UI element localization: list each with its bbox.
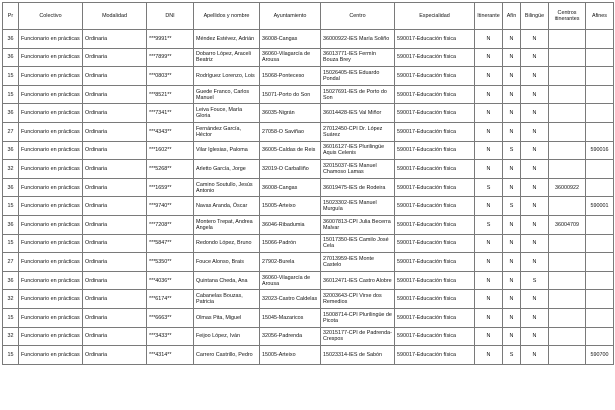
- cell-ayuntamiento: 36035-Nigrán: [260, 104, 321, 123]
- cell-centro: 15023314-IES de Sabón: [321, 346, 395, 365]
- cell-itinerante: N: [475, 290, 503, 309]
- cell-dni: ***7341**: [147, 104, 194, 123]
- col-header-centros-itinerantes: Centros itinerantes: [549, 3, 586, 30]
- cell-dni: ***0803**: [147, 67, 194, 86]
- cell-bilingue: N: [521, 346, 549, 365]
- cell-pr: 36: [3, 178, 19, 197]
- cell-modalidad: Ordinaria: [83, 85, 147, 104]
- cell-modalidad: Ordinaria: [83, 253, 147, 272]
- cell-afines: [586, 48, 614, 67]
- cell-itinerante: N: [475, 308, 503, 327]
- cell-afin: N: [503, 234, 521, 253]
- cell-dni: ***7899**: [147, 48, 194, 67]
- cell-especialidad: 590017-Educación física: [395, 160, 475, 179]
- cell-modalidad: Ordinaria: [83, 67, 147, 86]
- cell-modalidad: Ordinaria: [83, 346, 147, 365]
- cell-centro: 15008714-CPI Plurilingüe de Picota: [321, 308, 395, 327]
- cell-itinerante: N: [475, 30, 503, 49]
- cell-itinerante: N: [475, 271, 503, 290]
- cell-apellidos-nombre: Carrero Castrillo, Pedro: [194, 346, 260, 365]
- cell-afin: S: [503, 141, 521, 160]
- cell-centro: 36014428-IES Val Miñor: [321, 104, 395, 123]
- cell-apellidos-nombre: Feijoo López, Iván: [194, 327, 260, 346]
- cell-centros-itinerantes: [549, 48, 586, 67]
- cell-apellidos-nombre: Dobarro López, Araceli Beatriz: [194, 48, 260, 67]
- cell-bilingue: N: [521, 30, 549, 49]
- cell-pr: 15: [3, 67, 19, 86]
- cell-pr: 15: [3, 346, 19, 365]
- cell-afines: 590016: [586, 141, 614, 160]
- cell-pr: 36: [3, 271, 19, 290]
- cell-colectivo: Funcionario en prácticas: [19, 85, 83, 104]
- cell-afines: [586, 85, 614, 104]
- cell-pr: 27: [3, 122, 19, 141]
- col-header-pr: Pr: [3, 3, 19, 30]
- table-row: [3, 104, 614, 123]
- table-row: [3, 308, 614, 327]
- cell-bilingue: N: [521, 48, 549, 67]
- cell-ayuntamiento: 15071-Porto do Son: [260, 85, 321, 104]
- cell-pr: 32: [3, 160, 19, 179]
- cell-dni: ***7208**: [147, 215, 194, 234]
- cell-especialidad: 590017-Educación física: [395, 253, 475, 272]
- cell-itinerante: N: [475, 234, 503, 253]
- cell-modalidad: Ordinaria: [83, 48, 147, 67]
- cell-bilingue: N: [521, 122, 549, 141]
- cell-apellidos-nombre: Rodríguez Lorenzo, Lois: [194, 67, 260, 86]
- cell-colectivo: Funcionario en prácticas: [19, 160, 83, 179]
- cell-modalidad: Ordinaria: [83, 30, 147, 49]
- cell-centros-itinerantes: [549, 308, 586, 327]
- cell-apellidos-nombre: Olmas Pita, Miguel: [194, 308, 260, 327]
- cell-apellidos-nombre: Camino Soutullo, Jesús Antonio: [194, 178, 260, 197]
- cell-especialidad: 590017-Educación física: [395, 48, 475, 67]
- cell-dni: ***4036**: [147, 271, 194, 290]
- col-header-colectivo: Colectivo: [19, 3, 83, 30]
- cell-centros-itinerantes: [549, 67, 586, 86]
- cell-afines: [586, 271, 614, 290]
- col-header-afines: Afines: [586, 3, 614, 30]
- cell-bilingue: N: [521, 141, 549, 160]
- cell-apellidos-nombre: Quintana Cheda, Ana: [194, 271, 260, 290]
- col-header-modalidad: Modalidad: [83, 3, 147, 30]
- cell-afin: N: [503, 308, 521, 327]
- table-row: [3, 346, 614, 365]
- cell-dni: ***9740**: [147, 197, 194, 216]
- cell-itinerante: N: [475, 104, 503, 123]
- table-row: [3, 160, 614, 179]
- cell-centro: 36013771-IES Fermín Bouza Brey: [321, 48, 395, 67]
- cell-afin: N: [503, 67, 521, 86]
- cell-afin: N: [503, 253, 521, 272]
- cell-colectivo: Funcionario en prácticas: [19, 290, 83, 309]
- assignments-table: [2, 2, 614, 365]
- cell-bilingue: N: [521, 85, 549, 104]
- table-row: [3, 197, 614, 216]
- cell-centros-itinerantes: [549, 85, 586, 104]
- cell-bilingue: N: [521, 253, 549, 272]
- cell-centro: 15017350-IES Camilo José Cela: [321, 234, 395, 253]
- cell-colectivo: Funcionario en prácticas: [19, 30, 83, 49]
- cell-bilingue: N: [521, 67, 549, 86]
- cell-itinerante: S: [475, 178, 503, 197]
- cell-centros-itinerantes: [549, 122, 586, 141]
- cell-ayuntamiento: 32023-Castro Caldelas: [260, 290, 321, 309]
- document-table-container: [2, 2, 614, 365]
- cell-colectivo: Funcionario en prácticas: [19, 141, 83, 160]
- cell-bilingue: N: [521, 178, 549, 197]
- cell-ayuntamiento: 27058-O Saviñao: [260, 122, 321, 141]
- cell-apellidos-nombre: Redondo López, Bruno: [194, 234, 260, 253]
- cell-centro: 32003643-CPI Virxe dos Remedios: [321, 290, 395, 309]
- cell-centros-itinerantes: [549, 30, 586, 49]
- cell-especialidad: 590017-Educación física: [395, 290, 475, 309]
- cell-centros-itinerantes: [549, 197, 586, 216]
- cell-dni: ***6663**: [147, 308, 194, 327]
- cell-modalidad: Ordinaria: [83, 234, 147, 253]
- cell-centros-itinerantes: [549, 160, 586, 179]
- cell-especialidad: 590017-Educación física: [395, 122, 475, 141]
- table-row: [3, 85, 614, 104]
- cell-afin: N: [503, 30, 521, 49]
- table-row: [3, 271, 614, 290]
- cell-apellidos-nombre: Arletto García, Jorge: [194, 160, 260, 179]
- cell-centro: 36012471-IES Castro Alobre: [321, 271, 395, 290]
- cell-afines: [586, 234, 614, 253]
- cell-colectivo: Funcionario en prácticas: [19, 234, 83, 253]
- cell-centro: 36007813-CPI Julia Becerra Malvar: [321, 215, 395, 234]
- cell-ayuntamiento: 27902-Burela: [260, 253, 321, 272]
- cell-modalidad: Ordinaria: [83, 178, 147, 197]
- cell-modalidad: Ordinaria: [83, 160, 147, 179]
- cell-bilingue: N: [521, 290, 549, 309]
- table-row: [3, 253, 614, 272]
- cell-afines: [586, 290, 614, 309]
- cell-itinerante: N: [475, 346, 503, 365]
- cell-ayuntamiento: 15045-Mazaricos: [260, 308, 321, 327]
- cell-centro: 15026405-IES Eduardo Pondal: [321, 67, 395, 86]
- cell-modalidad: Ordinaria: [83, 308, 147, 327]
- cell-colectivo: Funcionario en prácticas: [19, 346, 83, 365]
- col-header-apellidos-nombre: Apellidos y nombre: [194, 3, 260, 30]
- cell-ayuntamiento: 15068-Ponteceso: [260, 67, 321, 86]
- cell-modalidad: Ordinaria: [83, 141, 147, 160]
- cell-afines: 590700: [586, 346, 614, 365]
- cell-especialidad: 590017-Educación física: [395, 178, 475, 197]
- cell-especialidad: 590017-Educación física: [395, 308, 475, 327]
- cell-colectivo: Funcionario en prácticas: [19, 327, 83, 346]
- cell-pr: 15: [3, 234, 19, 253]
- cell-itinerante: N: [475, 253, 503, 272]
- cell-dni: ***5350**: [147, 253, 194, 272]
- cell-centros-itinerantes: [549, 271, 586, 290]
- cell-itinerante: N: [475, 67, 503, 86]
- cell-modalidad: Ordinaria: [83, 327, 147, 346]
- cell-centro: 15023302-IES Manuel Murguía: [321, 197, 395, 216]
- col-header-afin: Afín: [503, 3, 521, 30]
- table-row: [3, 48, 614, 67]
- cell-centro: 27013959-IES Monte Castelo: [321, 253, 395, 272]
- table-row: [3, 290, 614, 309]
- table-row: [3, 30, 614, 49]
- cell-itinerante: N: [475, 122, 503, 141]
- cell-colectivo: Funcionario en prácticas: [19, 104, 83, 123]
- cell-modalidad: Ordinaria: [83, 197, 147, 216]
- cell-especialidad: 590017-Educación física: [395, 67, 475, 86]
- cell-centros-itinerantes: [549, 290, 586, 309]
- col-header-especialidad: Especialidad: [395, 3, 475, 30]
- cell-dni: ***6174**: [147, 290, 194, 309]
- cell-pr: 36: [3, 141, 19, 160]
- cell-afines: [586, 215, 614, 234]
- cell-ayuntamiento: 32019-O Carballiño: [260, 160, 321, 179]
- col-header-bilingue: Bilingüe: [521, 3, 549, 30]
- cell-ayuntamiento: 15066-Padrón: [260, 234, 321, 253]
- cell-dni: ***3433**: [147, 327, 194, 346]
- cell-centros-itinerantes: [549, 234, 586, 253]
- cell-itinerante: N: [475, 85, 503, 104]
- table-row: [3, 67, 614, 86]
- cell-centro: 36000922-IES María Soliño: [321, 30, 395, 49]
- cell-afines: [586, 30, 614, 49]
- col-header-dni: DNI: [147, 3, 194, 30]
- cell-afines: [586, 253, 614, 272]
- cell-pr: 36: [3, 30, 19, 49]
- cell-bilingue: N: [521, 160, 549, 179]
- cell-bilingue: N: [521, 215, 549, 234]
- cell-pr: 32: [3, 290, 19, 309]
- cell-centro: 32015037-IES Manuel Chamoso Lamas: [321, 160, 395, 179]
- cell-afines: [586, 308, 614, 327]
- cell-bilingue: N: [521, 327, 549, 346]
- cell-especialidad: 590017-Educación física: [395, 346, 475, 365]
- cell-ayuntamiento: 36060-Vilagarcía de Arousa: [260, 48, 321, 67]
- cell-modalidad: Ordinaria: [83, 271, 147, 290]
- cell-bilingue: S: [521, 271, 549, 290]
- cell-dni: ***4314**: [147, 346, 194, 365]
- cell-ayuntamiento: 15005-Arteixo: [260, 197, 321, 216]
- cell-centros-itinerantes: [549, 141, 586, 160]
- table-body: [3, 30, 614, 365]
- cell-ayuntamiento: 36005-Caldas de Reis: [260, 141, 321, 160]
- cell-colectivo: Funcionario en prácticas: [19, 48, 83, 67]
- table-header-row: [3, 3, 614, 30]
- cell-especialidad: 590017-Educación física: [395, 197, 475, 216]
- cell-centros-itinerantes: [549, 253, 586, 272]
- cell-itinerante: S: [475, 215, 503, 234]
- cell-colectivo: Funcionario en prácticas: [19, 271, 83, 290]
- cell-modalidad: Ordinaria: [83, 215, 147, 234]
- cell-apellidos-nombre: Guede Franco, Carlos Manuel: [194, 85, 260, 104]
- cell-afines: [586, 327, 614, 346]
- cell-especialidad: 590017-Educación física: [395, 141, 475, 160]
- cell-dni: ***9991**: [147, 30, 194, 49]
- cell-ayuntamiento: 15005-Arteixo: [260, 346, 321, 365]
- cell-dni: ***4343**: [147, 122, 194, 141]
- cell-afin: N: [503, 178, 521, 197]
- cell-especialidad: 590017-Educación física: [395, 215, 475, 234]
- cell-afines: [586, 122, 614, 141]
- cell-colectivo: Funcionario en prácticas: [19, 67, 83, 86]
- cell-apellidos-nombre: Navas Aranda, Óscar: [194, 197, 260, 216]
- table-row: [3, 234, 614, 253]
- cell-modalidad: Ordinaria: [83, 290, 147, 309]
- cell-itinerante: N: [475, 141, 503, 160]
- cell-ayuntamiento: 36008-Cangas: [260, 30, 321, 49]
- cell-afines: 590001: [586, 197, 614, 216]
- cell-afin: S: [503, 346, 521, 365]
- cell-centros-itinerantes: [549, 104, 586, 123]
- cell-dni: ***1602**: [147, 141, 194, 160]
- cell-afines: [586, 178, 614, 197]
- cell-ayuntamiento: 32056-Padrenda: [260, 327, 321, 346]
- cell-apellidos-nombre: Fouce Alonso, Brais: [194, 253, 260, 272]
- cell-centro: 32015177-CPI de Padrenda-Crespos: [321, 327, 395, 346]
- cell-centros-itinerantes: 36000922: [549, 178, 586, 197]
- cell-centro: 15027691-IES de Porto do Son: [321, 85, 395, 104]
- cell-centros-itinerantes: 36004709: [549, 215, 586, 234]
- cell-afin: N: [503, 290, 521, 309]
- cell-pr: 36: [3, 215, 19, 234]
- cell-itinerante: N: [475, 327, 503, 346]
- cell-pr: 15: [3, 85, 19, 104]
- table-row: [3, 215, 614, 234]
- cell-apellidos-nombre: Cabanelas Bouzas, Patricia: [194, 290, 260, 309]
- cell-bilingue: N: [521, 104, 549, 123]
- cell-especialidad: 590017-Educación física: [395, 30, 475, 49]
- cell-pr: 15: [3, 308, 19, 327]
- cell-apellidos-nombre: Fernández García, Héctor: [194, 122, 260, 141]
- cell-afin: N: [503, 271, 521, 290]
- cell-centro: 36019475-IES de Rodeira: [321, 178, 395, 197]
- cell-bilingue: N: [521, 308, 549, 327]
- cell-especialidad: 590017-Educación física: [395, 104, 475, 123]
- cell-especialidad: 590017-Educación física: [395, 327, 475, 346]
- cell-especialidad: 590017-Educación física: [395, 85, 475, 104]
- col-header-ayuntamiento: Ayuntamiento: [260, 3, 321, 30]
- cell-afin: N: [503, 327, 521, 346]
- table-row: [3, 178, 614, 197]
- cell-colectivo: Funcionario en prácticas: [19, 253, 83, 272]
- cell-colectivo: Funcionario en prácticas: [19, 197, 83, 216]
- col-header-itinerante: Itinerante: [475, 3, 503, 30]
- cell-afin: S: [503, 197, 521, 216]
- cell-colectivo: Funcionario en prácticas: [19, 122, 83, 141]
- cell-dni: ***5268**: [147, 160, 194, 179]
- cell-pr: 15: [3, 197, 19, 216]
- cell-apellidos-nombre: Vilar Iglesias, Paloma: [194, 141, 260, 160]
- cell-ayuntamiento: 36008-Cangas: [260, 178, 321, 197]
- cell-centro: 36016127-IES Plurilingüe Aquis Celenis: [321, 141, 395, 160]
- cell-dni: ***8521**: [147, 85, 194, 104]
- cell-bilingue: N: [521, 197, 549, 216]
- col-header-centro: Centro: [321, 3, 395, 30]
- cell-afines: [586, 160, 614, 179]
- table-row: [3, 327, 614, 346]
- cell-pr: 32: [3, 327, 19, 346]
- cell-afin: N: [503, 104, 521, 123]
- cell-dni: ***1659**: [147, 178, 194, 197]
- cell-afin: N: [503, 85, 521, 104]
- cell-afin: N: [503, 215, 521, 234]
- cell-ayuntamiento: 36060-Vilagarcía de Arousa: [260, 271, 321, 290]
- cell-colectivo: Funcionario en prácticas: [19, 215, 83, 234]
- cell-itinerante: N: [475, 197, 503, 216]
- cell-itinerante: N: [475, 48, 503, 67]
- cell-especialidad: 590017-Educación física: [395, 271, 475, 290]
- cell-colectivo: Funcionario en prácticas: [19, 308, 83, 327]
- cell-pr: 36: [3, 104, 19, 123]
- table-row: [3, 122, 614, 141]
- cell-afin: N: [503, 160, 521, 179]
- cell-apellidos-nombre: Méndez Estévez, Adrián: [194, 30, 260, 49]
- cell-ayuntamiento: 36046-Ribadumia: [260, 215, 321, 234]
- table-row: [3, 141, 614, 160]
- cell-itinerante: N: [475, 160, 503, 179]
- cell-centros-itinerantes: [549, 346, 586, 365]
- cell-centros-itinerantes: [549, 327, 586, 346]
- cell-modalidad: Ordinaria: [83, 122, 147, 141]
- cell-dni: ***5847**: [147, 234, 194, 253]
- cell-afin: N: [503, 122, 521, 141]
- cell-pr: 36: [3, 48, 19, 67]
- cell-especialidad: 590017-Educación física: [395, 234, 475, 253]
- cell-colectivo: Funcionario en prácticas: [19, 178, 83, 197]
- cell-afines: [586, 104, 614, 123]
- cell-modalidad: Ordinaria: [83, 104, 147, 123]
- cell-afines: [586, 67, 614, 86]
- cell-bilingue: N: [521, 234, 549, 253]
- cell-apellidos-nombre: Montero Trepat, Andrea Angela: [194, 215, 260, 234]
- cell-centro: 27012450-CPI Dr. López Suárez: [321, 122, 395, 141]
- cell-apellidos-nombre: Leiva Fouce, María Gloria: [194, 104, 260, 123]
- cell-afin: N: [503, 48, 521, 67]
- cell-pr: 27: [3, 253, 19, 272]
